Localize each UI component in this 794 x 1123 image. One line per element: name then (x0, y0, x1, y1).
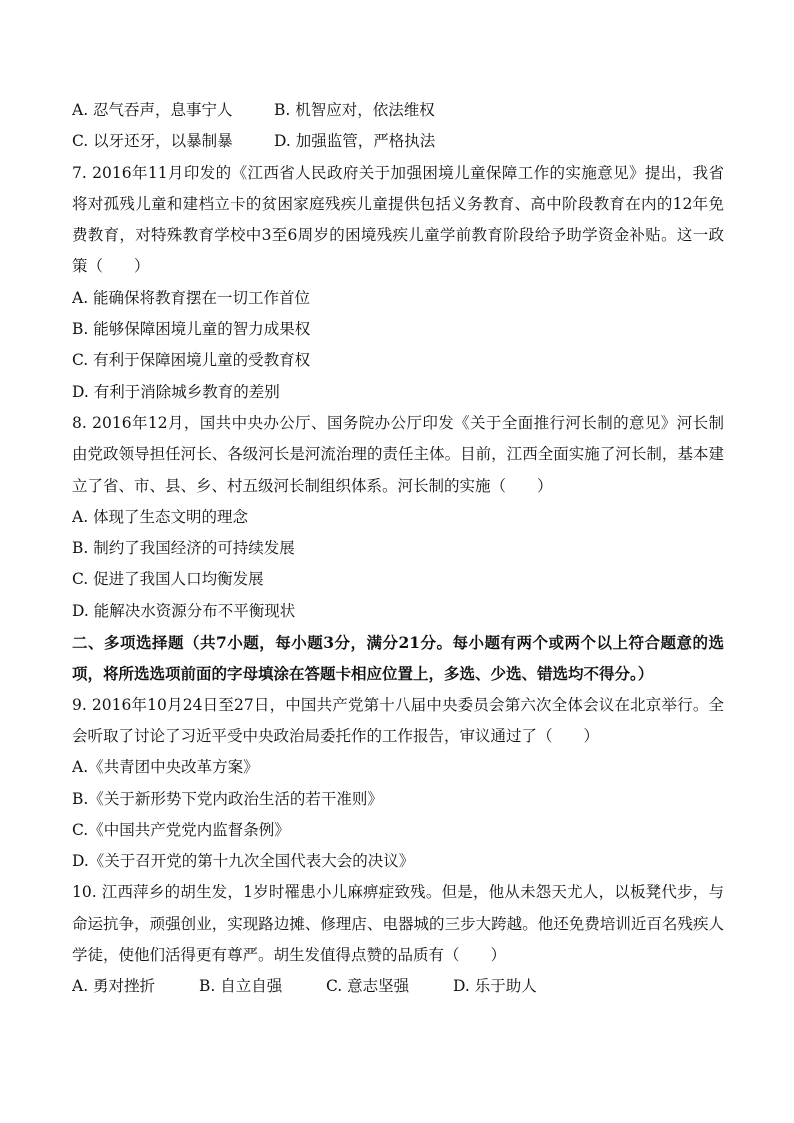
q8-option-a: A. 体现了生态文明的理念 (72, 507, 249, 526)
q6-options-row-1 (72, 95, 724, 126)
q10-option-d: D. 乐于助人 (453, 977, 537, 996)
q8-stem: 8. 2016年12月，国共中央办公厅、国务院办公厅印发《关于全面推行河长制的意见》河长制由党政领导担任河长、各级河长是河流治理的责任主体。目前，江西全面实施了河长制，基本建立了省、市、县、乡、村五级河长制组织体系。河长制的实施（ ） (72, 413, 724, 495)
q10-option-c: C. 意志坚强 (326, 977, 410, 996)
q9-stem: 9. 2016年10月24日至27日，中国共产党第十八届中央委员会第六次全体会议在北京举行。全会听取了讨论了习近平受中央政治局委托作的工作报告，审议通过了（ ） (72, 695, 724, 745)
q8-option-d: D. 能解决水资源分布不平衡现状 (72, 601, 296, 620)
q10-options-row (72, 971, 724, 1002)
exam-page (72, 95, 724, 1003)
q10-option-b: B. 自立自强 (199, 977, 283, 996)
q7-stem: 7. 2016年11月印发的《江西省人民政府关于加强困境儿童保障工作的实施意见》提出，我省将对孤残儿童和建档立卡的贫困家庭残疾儿童提供包括义务教育、高中阶段教育在内的12年免费教育，对特殊教育学校中3至6周岁的困境残疾儿童学前教育阶段给予助学资金补贴。这一政策（ ） (72, 163, 724, 276)
q6-options-row-2 (72, 126, 724, 157)
q6-option-b: B. 机智应对，依法维权 (274, 101, 435, 119)
section-2-heading: 二、多项选择题（共7小题，每小题3分，满分21分。每小题有两个或两个以上符合题意的选项，将所选选项前面的字母填涂在答题卡相应位置上，多选、少选、错选均不得分。） (72, 633, 724, 684)
q9-option-d: D.《关于召开党的第十九次全国代表大会的决议》 (72, 852, 415, 871)
q9-option-b: B.《关于新形势下党内政治生活的若干准则》 (72, 789, 383, 808)
q6-option-d: D. 加强监管，严格执法 (274, 132, 436, 151)
q7-option-c: C. 有利于保障困境儿童的受教育权 (72, 351, 311, 370)
q6-option-a: A. 忍气吞声，息事宁人 (72, 101, 233, 119)
q6-option-c: C. 以牙还牙，以暴制暴 (72, 132, 233, 151)
q9-option-a: A.《共青团中央改革方案》 (72, 758, 259, 777)
q10-stem: 10. 江西萍乡的胡生发，1岁时罹患小儿麻痹症致残。但是，他从未怨天尤人，以板凳代步，与命运抗争，顽强创业，实现路边摊、修理店、电器城的三步大跨越。他还免费培训近百名残疾人学徒，使他们活得更有尊严。胡生发值得点赞的品质有（ ） (72, 883, 724, 965)
q7-option-b: B. 能够保障困境儿童的智力成果权 (72, 320, 311, 339)
q8-option-c: C. 促进了我国人口均衡发展 (72, 570, 264, 589)
q10-option-a: A. 勇对挫折 (72, 977, 156, 996)
q9-option-c: C.《中国共产党党内监督条例》 (72, 820, 290, 839)
q7-option-d: D. 有利于消除城乡教育的差别 (72, 382, 280, 401)
q7-option-a: A. 能确保将教育摆在一切工作首位 (72, 288, 311, 307)
q8-option-b: B. 制约了我国经济的可持续发展 (72, 539, 295, 558)
